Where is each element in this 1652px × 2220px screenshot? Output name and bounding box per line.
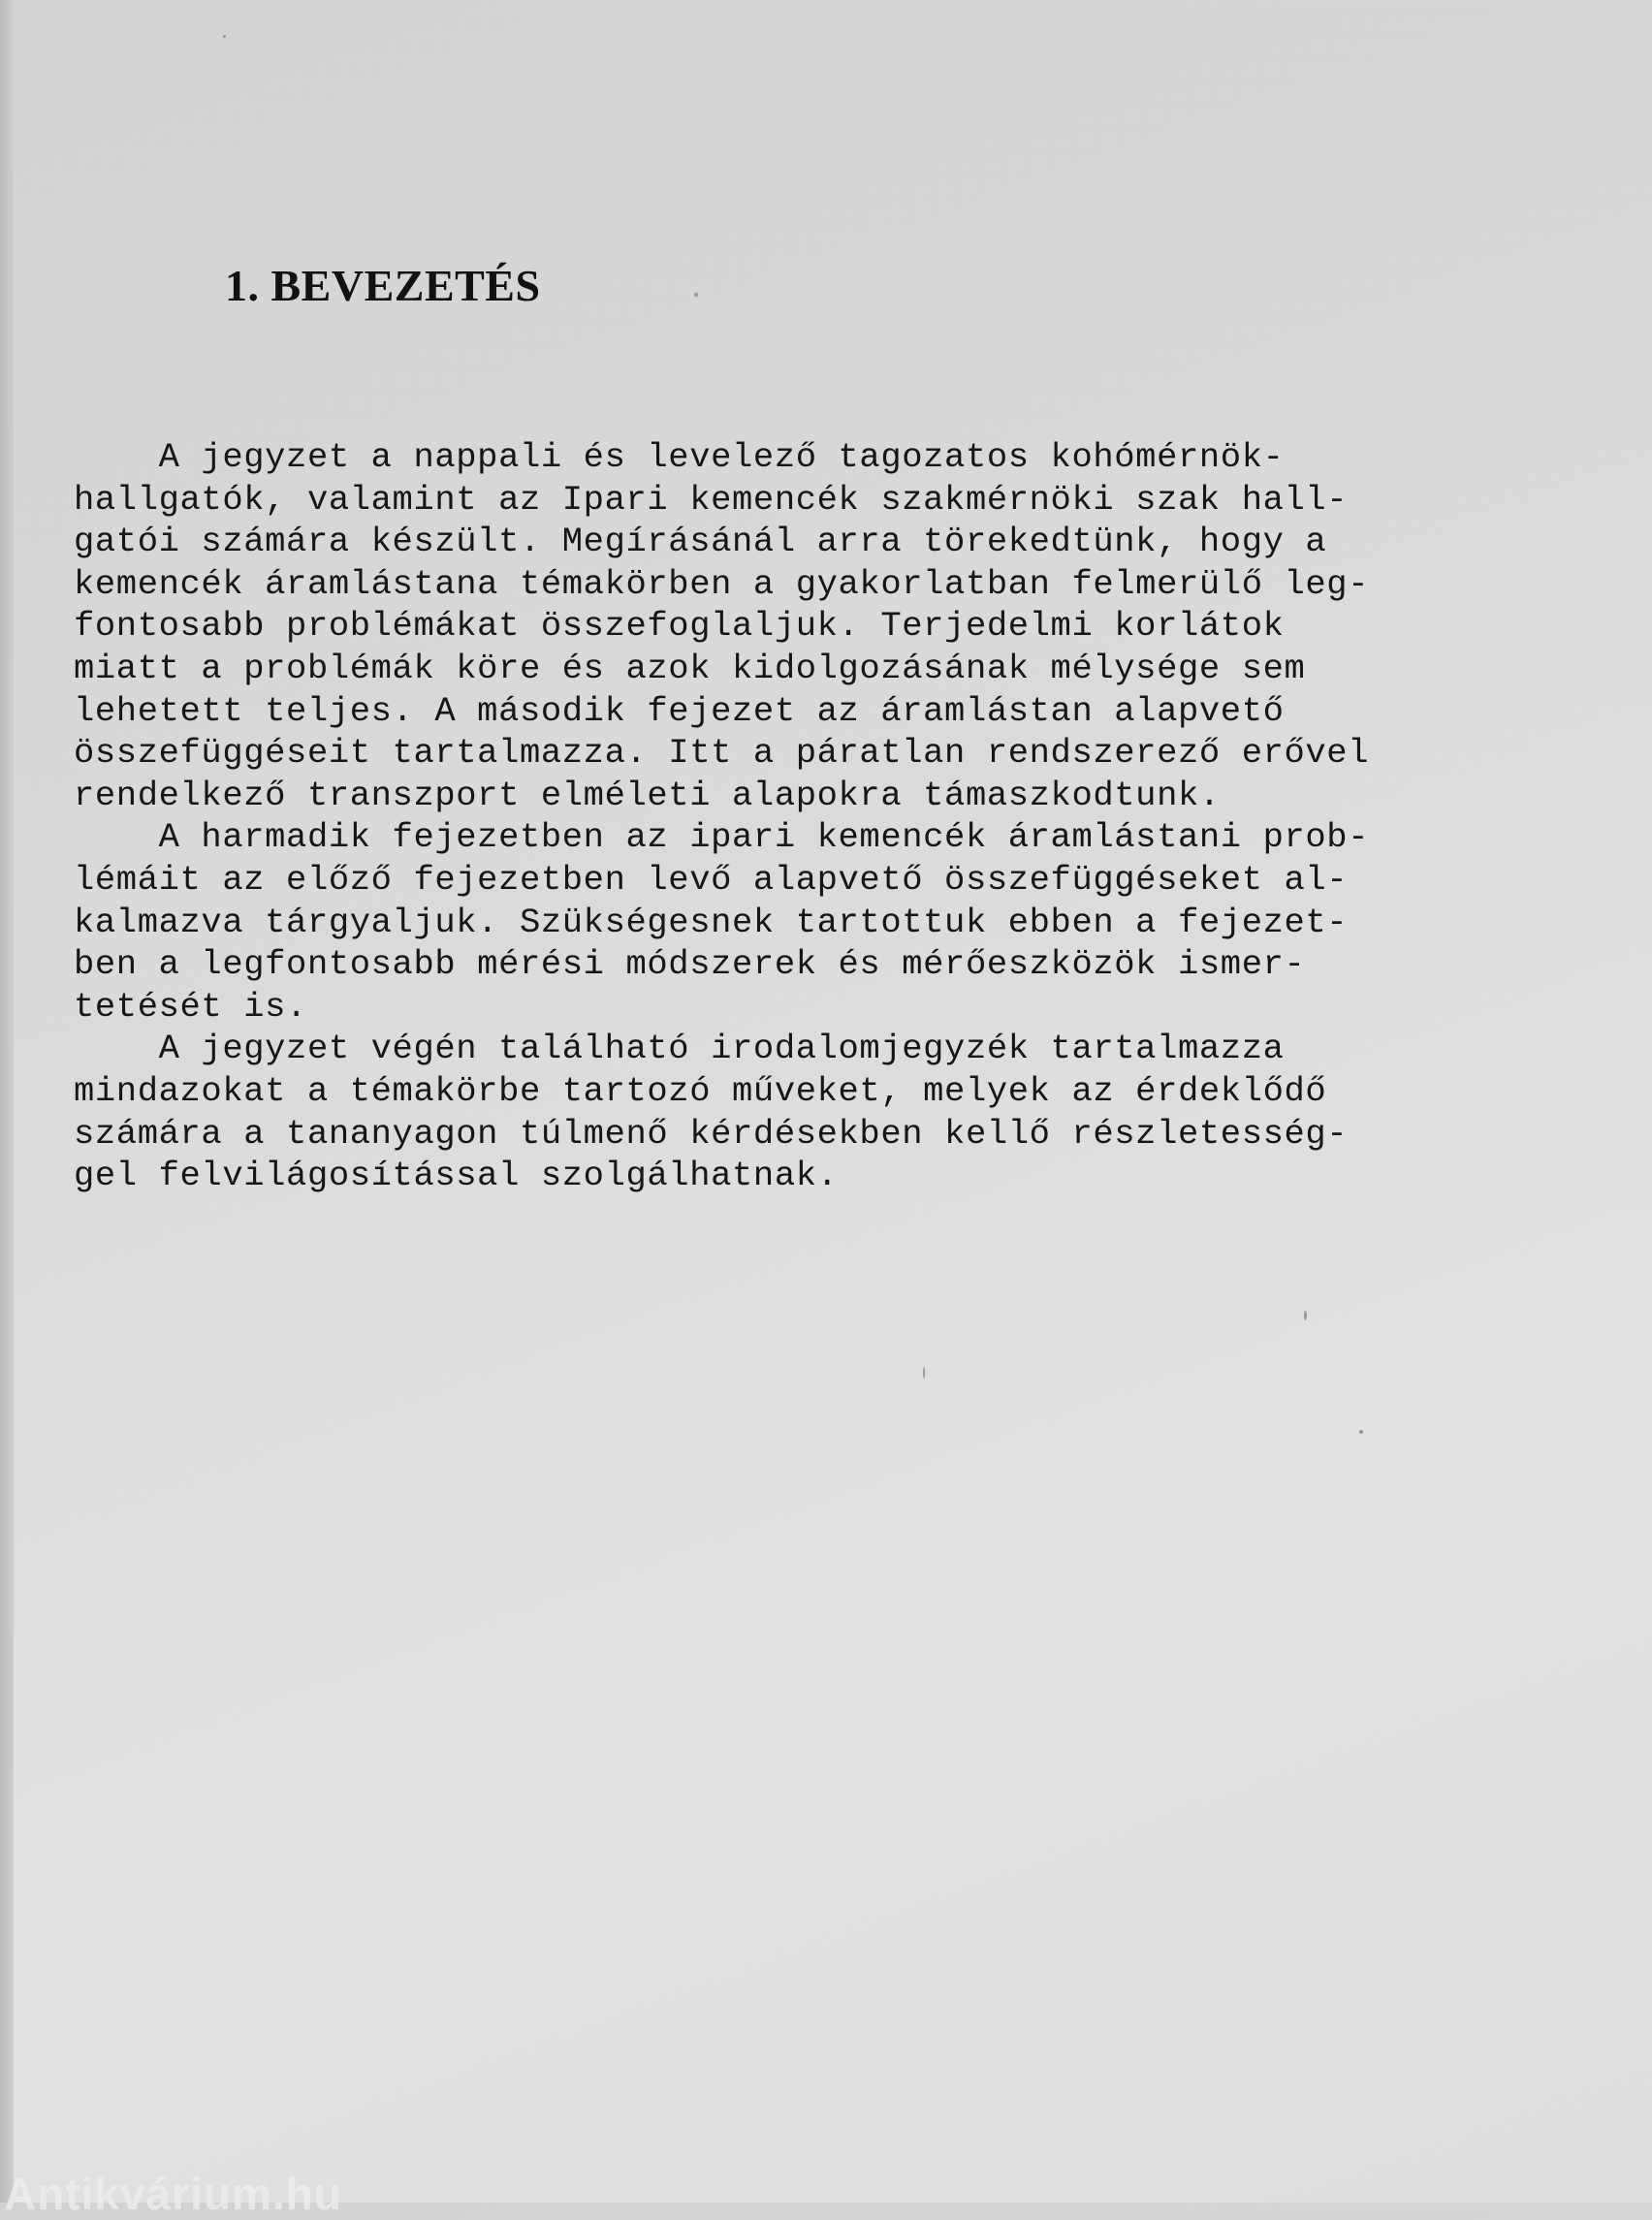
- chapter-heading: 1. BEVEZETÉS: [225, 261, 541, 310]
- body-text: [74, 436, 1635, 1197]
- text-line: hallgatók, valamint az Ipari kemencék szakmérnöki szak hall-: [74, 479, 1349, 520]
- text-line: rendelkező transzport elméleti alapokra támaszkodtunk.: [74, 775, 1221, 815]
- text-line: lémáit az előző fejezetben levő alapvető összefüggéseket al-: [74, 859, 1349, 900]
- text-line: A harmadik fejezetben az ipari kemencék áramlástani prob-: [74, 817, 1370, 858]
- text-line: fontosabb problémákat összefoglaljuk. Terjedelmi korlátok: [74, 606, 1285, 647]
- text-line: ben a legfontosabb mérési módszerek és mérőeszközök ismer-: [74, 944, 1306, 985]
- text-line: összefüggéseit tartalmazza. Itt a páratlan rendszerező erővel: [74, 733, 1370, 774]
- text-line: kemencék áramlástana témakörben a gyakorlatban felmerülő leg-: [74, 563, 1370, 604]
- text-line: gatói számára készült. Megírásánál arra törekedtünk, hogy a: [74, 522, 1327, 562]
- paper-speck: [694, 293, 698, 297]
- paper-speck: [923, 1367, 925, 1379]
- text-line: lehetett teljes. A második fejezet az áramlástan alapvető: [74, 690, 1285, 731]
- text-line: mindazokat a témakörbe tartozó műveket, melyek az érdeklődő: [74, 1070, 1327, 1111]
- text-line: miatt a problémák köre és azok kidolgozásának mélysége sem: [74, 648, 1306, 688]
- text-line: számára a tananyagon túlmenő kérdésekben kellő részletesség-: [74, 1113, 1349, 1154]
- text-line: A jegyzet a nappali és levelező tagozatos kohómérnök-: [74, 437, 1285, 477]
- text-line: gel felvilágosítással szolgálhatnak.: [74, 1156, 839, 1196]
- page-edge: [0, 0, 14, 2203]
- watermark: Antikvárium.hu: [4, 2169, 342, 2219]
- text-line: A jegyzet végén található irodalomjegyzék tartalmazza: [74, 1029, 1285, 1069]
- paper-speck: [223, 35, 226, 38]
- text-line: tetését is.: [74, 986, 307, 1027]
- text-line: kalmazva tárgyaljuk. Szükségesnek tartottuk ebben a fejezet-: [74, 902, 1349, 942]
- paper-speck: [1359, 1430, 1363, 1434]
- paper-speck: [1304, 1311, 1307, 1320]
